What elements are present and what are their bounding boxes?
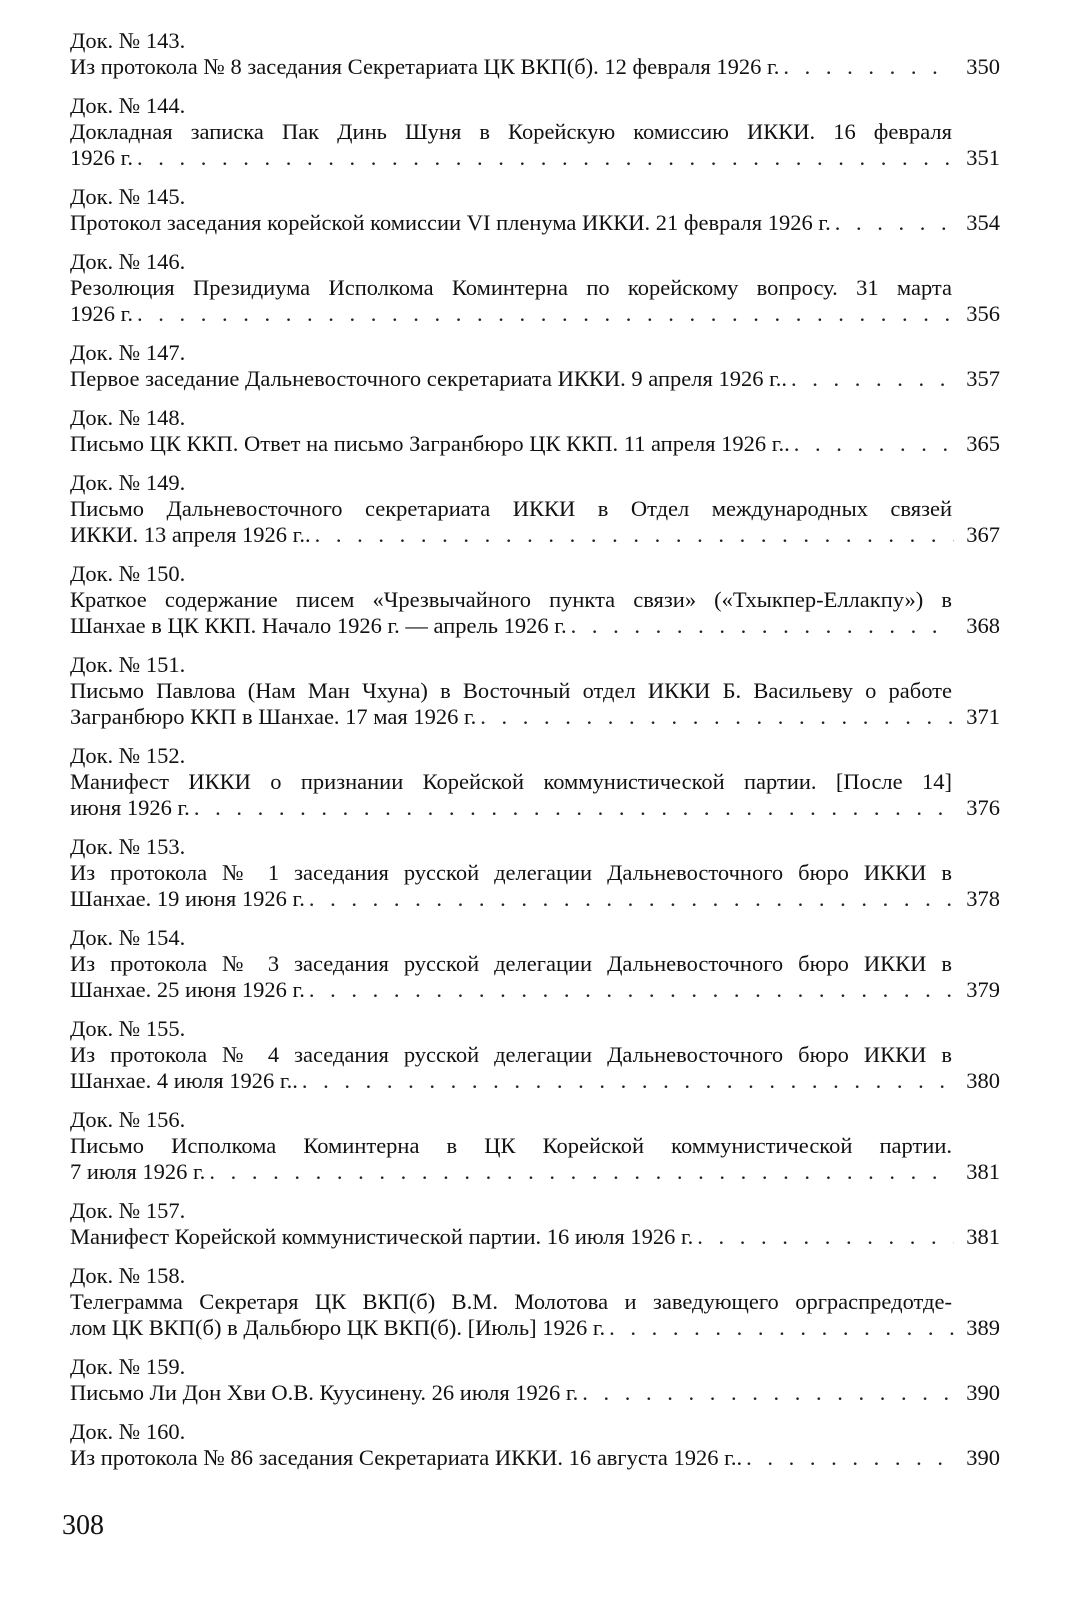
doc-title-line: Из протокола № 1 заседания русской делегации Дальневосточного бюро ИККИ в (70, 860, 952, 885)
doc-title-text: Протокол заседания корейской комиссии VI пленума ИККИ. 21 февраля 1926 г. (70, 210, 831, 235)
doc-number: Док. № 145. (70, 184, 186, 209)
doc-number: Док. № 144. (70, 93, 186, 118)
page-reference[interactable]: 350 (966, 54, 1000, 79)
page-reference[interactable]: 371 (966, 704, 1000, 729)
doc-title-text: Письмо Ли Дон Хви О.В. Куусинену. 26 июля 1926 г. (70, 1380, 579, 1405)
page-reference[interactable]: 376 (966, 795, 1000, 820)
doc-number: Док. № 154. (70, 925, 186, 950)
doc-title-text: июня 1926 г. (70, 795, 190, 820)
doc-number: Док. № 159. (70, 1354, 186, 1379)
toc-entry[interactable] (70, 561, 1000, 652)
page-number: 308 (62, 1510, 104, 1541)
toc-entry[interactable] (70, 93, 1000, 184)
page-reference[interactable]: 356 (966, 301, 1000, 326)
doc-title-text: Шанхае. 25 июня 1926 г. (70, 977, 305, 1002)
doc-number: Док. № 160. (70, 1419, 186, 1444)
doc-title-last-line (70, 145, 1000, 171)
doc-title-last-line (70, 795, 1000, 821)
doc-title-last-line (70, 613, 1000, 639)
toc-entry[interactable] (70, 184, 1000, 249)
doc-title-last-line (70, 1224, 1000, 1250)
dot-leader (791, 366, 954, 392)
page-reference[interactable]: 354 (966, 210, 1000, 235)
dot-leader (209, 1159, 954, 1185)
doc-number: Док. № 151. (70, 652, 186, 677)
toc-entry[interactable] (70, 470, 1000, 561)
doc-title-text: ИККИ. 13 апреля 1926 г.. (70, 522, 311, 547)
page-reference[interactable]: 390 (966, 1380, 1000, 1405)
toc-entry[interactable] (70, 1107, 1000, 1198)
doc-title-last-line (70, 431, 1000, 457)
doc-title-last-line (70, 366, 1000, 392)
doc-title-line: Письмо Дальневосточного секретариата ИККИ в Отдел международных связей (70, 496, 952, 521)
toc-entry[interactable] (70, 1198, 1000, 1263)
toc-entry[interactable] (70, 340, 1000, 405)
toc-entry[interactable] (70, 405, 1000, 470)
dot-leader (137, 145, 954, 171)
page-reference[interactable]: 351 (966, 145, 1000, 170)
doc-number: Док. № 149. (70, 470, 186, 495)
toc-entry[interactable] (70, 249, 1000, 340)
doc-title-line: Манифест ИККИ о признании Корейской коммунистической партии. [После 14] (70, 769, 952, 794)
toc-entry[interactable] (70, 834, 1000, 925)
doc-title-text: Шанхае. 4 июля 1926 г.. (70, 1068, 298, 1093)
page-reference[interactable]: 365 (966, 431, 1000, 456)
toc-entry[interactable] (70, 28, 1000, 93)
doc-title-text: 1926 г. (70, 145, 133, 170)
toc-entry[interactable] (70, 1016, 1000, 1107)
doc-title-line: Из протокола № 4 заседания русской делегации Дальневосточного бюро ИККИ в (70, 1042, 952, 1067)
table-of-contents (70, 28, 1000, 1484)
page-reference[interactable]: 389 (966, 1315, 1000, 1340)
doc-number: Док. № 146. (70, 249, 186, 274)
doc-number: Док. № 148. (70, 405, 186, 430)
doc-title-last-line (70, 301, 1000, 327)
doc-number: Док. № 155. (70, 1016, 186, 1041)
doc-title-last-line (70, 54, 1000, 80)
dot-leader (746, 1445, 954, 1471)
dot-leader (794, 431, 954, 457)
page-reference[interactable]: 368 (966, 613, 1000, 638)
page-reference[interactable]: 381 (966, 1159, 1000, 1184)
toc-entry[interactable] (70, 743, 1000, 834)
doc-title-last-line (70, 1445, 1000, 1471)
doc-title-text: 7 июля 1926 г. (70, 1159, 206, 1184)
toc-entry[interactable] (70, 652, 1000, 743)
dot-leader (302, 1068, 954, 1094)
doc-title-text: Загранбюро ККП в Шанхае. 17 мая 1926 г. (70, 704, 477, 729)
doc-title-text: лом ЦК ВКП(б) в Дальбюро ЦК ВКП(б). [Июль] 1926 г. (70, 1315, 606, 1340)
doc-number: Док. № 157. (70, 1198, 186, 1223)
doc-title-text: Из протокола № 86 заседания Секретариата ИККИ. 16 августа 1926 г.. (70, 1445, 743, 1470)
doc-number: Док. № 143. (70, 28, 186, 53)
doc-title-last-line (70, 704, 1000, 730)
page-reference[interactable]: 390 (966, 1445, 1000, 1470)
doc-number: Док. № 158. (70, 1263, 186, 1288)
doc-title-text: Из протокола № 8 заседания Секретариата ЦК ВКП(б). 12 февраля 1926 г. (70, 54, 780, 79)
dot-leader (194, 795, 954, 821)
doc-title-text: Шанхае в ЦК ККП. Начало 1926 г. — апрель 1926 г. (70, 613, 567, 638)
doc-title-line: Краткое содержание писем «Чрезвычайного пункта связи» («Тхыкпер-Еллакпу») в (70, 587, 952, 612)
toc-entry[interactable] (70, 925, 1000, 1016)
doc-title-text: Манифест Корейской коммунистической партии. 16 июля 1926 г. (70, 1224, 694, 1249)
page-reference[interactable]: 357 (966, 366, 1000, 391)
page-reference[interactable]: 380 (966, 1068, 1000, 1093)
doc-title-last-line (70, 977, 1000, 1003)
dot-leader (609, 1315, 954, 1341)
doc-title-last-line (70, 210, 1000, 236)
doc-title-last-line (70, 522, 1000, 548)
dot-leader (309, 977, 954, 1003)
doc-title-text: Шанхае. 19 июня 1926 г. (70, 886, 305, 911)
dot-leader (309, 886, 954, 912)
doc-number: Док. № 147. (70, 340, 186, 365)
page-reference[interactable]: 367 (966, 522, 1000, 547)
doc-title-line: Докладная записка Пак Динь Шуня в Корейскую комиссию ИККИ. 16 февраля (70, 119, 952, 144)
doc-title-text: Письмо ЦК ККП. Ответ на письмо Загранбюро ЦК ККП. 11 апреля 1926 г.. (70, 431, 790, 456)
toc-entry[interactable] (70, 1263, 1000, 1354)
doc-number: Док. № 156. (70, 1107, 186, 1132)
dot-leader (697, 1224, 954, 1250)
doc-title-last-line (70, 886, 1000, 912)
dot-leader (571, 613, 954, 639)
doc-title-last-line (70, 1159, 1000, 1185)
doc-number: Док. № 153. (70, 834, 186, 859)
dot-leader (315, 522, 954, 548)
doc-title-line: Письмо Павлова (Нам Ман Чхуна) в Восточный отдел ИККИ Б. Васильеву о работе (70, 678, 952, 703)
doc-title-last-line (70, 1380, 1000, 1406)
doc-title-text: Первое заседание Дальневосточного секретариата ИККИ. 9 апреля 1926 г.. (70, 366, 788, 391)
doc-title-last-line (70, 1315, 1000, 1341)
dot-leader (137, 301, 954, 327)
doc-title-line: Письмо Исполкома Коминтерна в ЦК Корейской коммунистической партии. (70, 1133, 952, 1158)
doc-title-text: 1926 г. (70, 301, 133, 326)
doc-title-line: Телеграмма Секретаря ЦК ВКП(б) В.М. Молотова и заведующего орграспредотде- (70, 1289, 952, 1314)
page-reference[interactable]: 381 (966, 1224, 1000, 1249)
dot-leader (783, 54, 954, 80)
doc-number: Док. № 150. (70, 561, 186, 586)
dot-leader (480, 704, 954, 730)
doc-title-line: Из протокола № 3 заседания русской делегации Дальневосточного бюро ИККИ в (70, 951, 952, 976)
doc-title-last-line (70, 1068, 1000, 1094)
page-reference[interactable]: 379 (966, 977, 1000, 1002)
toc-entry[interactable] (70, 1419, 1000, 1484)
toc-entry[interactable] (70, 1354, 1000, 1419)
doc-title-line: Резолюция Президиума Исполкома Коминтерна по корейскому вопросу. 31 марта (70, 275, 952, 300)
page-reference[interactable]: 378 (966, 886, 1000, 911)
doc-number: Док. № 152. (70, 743, 186, 768)
dot-leader (835, 210, 954, 236)
dot-leader (582, 1380, 954, 1406)
